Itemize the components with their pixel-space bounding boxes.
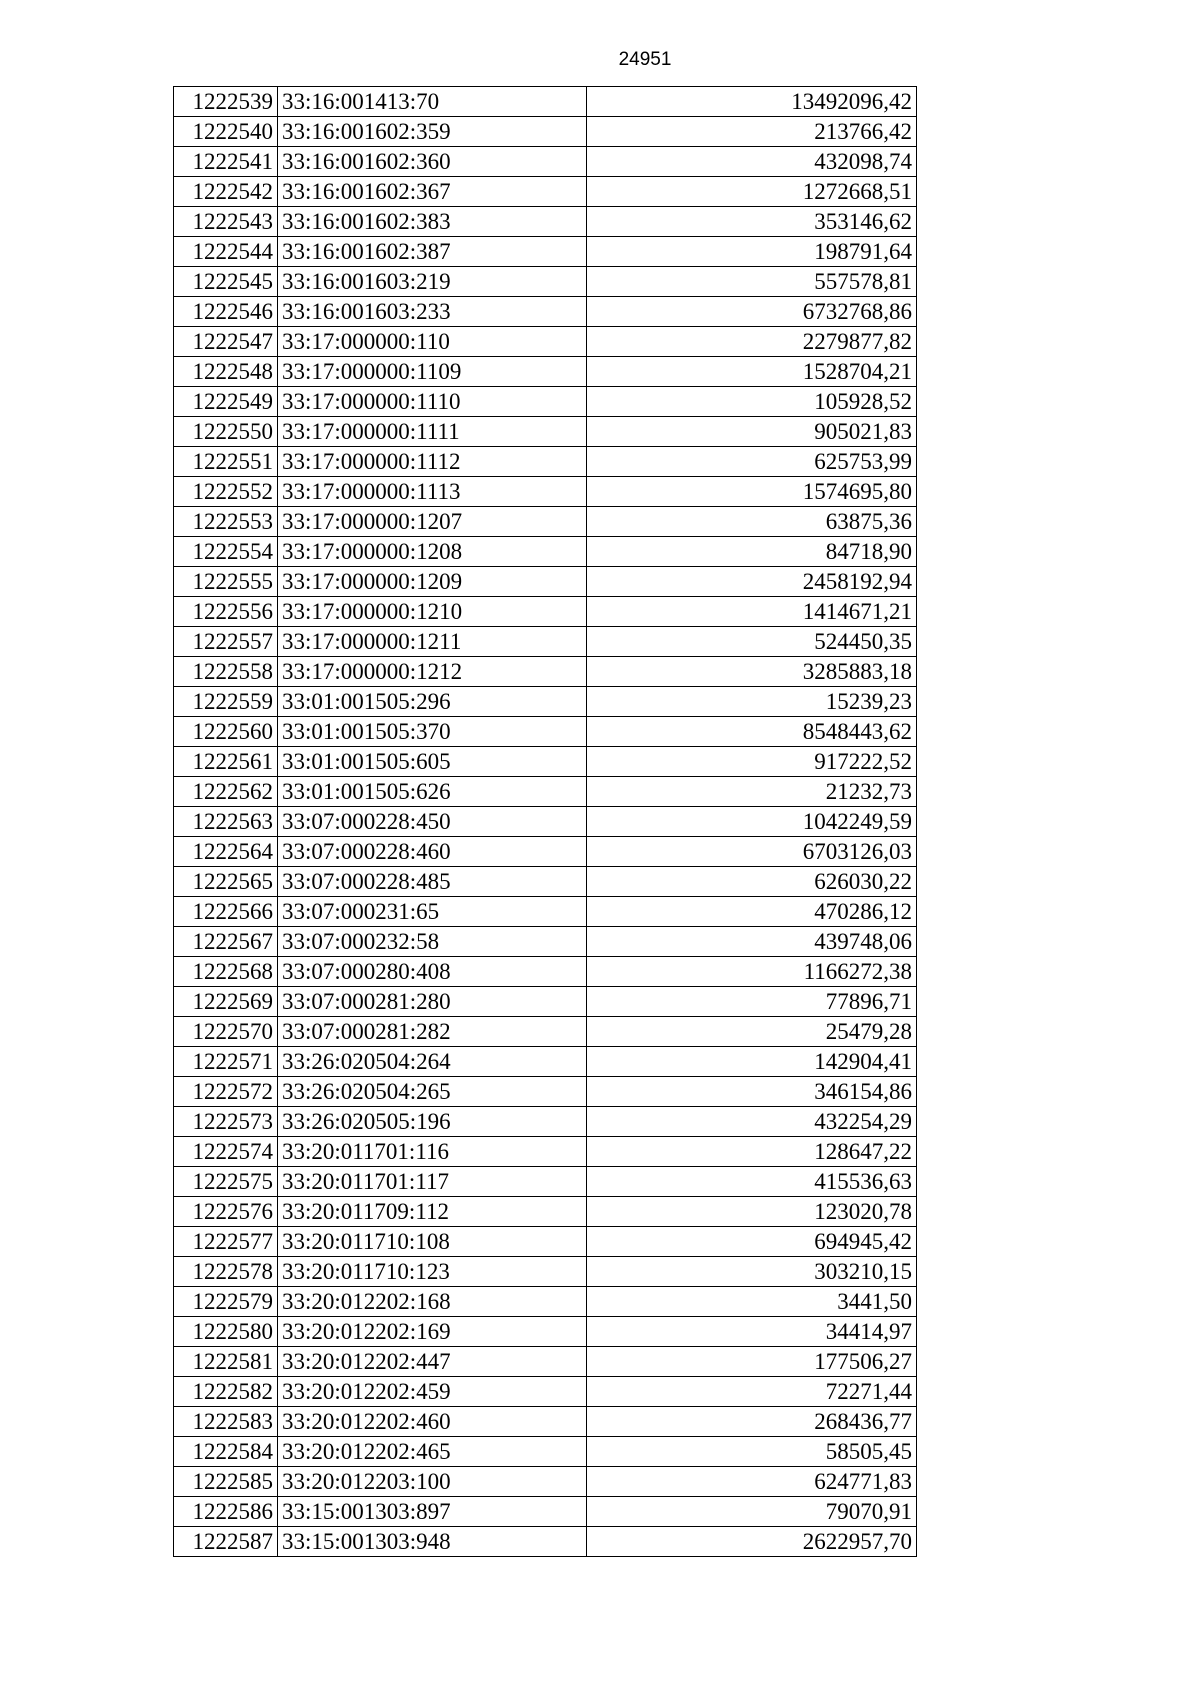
row-id-cell: 1222567 xyxy=(174,927,278,957)
cadastral-number-cell: 33:20:012203:100 xyxy=(278,1467,587,1497)
value-cell: 79070,91 xyxy=(587,1497,917,1527)
table-row xyxy=(174,267,917,297)
table-row xyxy=(174,747,917,777)
data-table-body xyxy=(174,87,917,1557)
table-row xyxy=(174,777,917,807)
cadastral-number-cell: 33:20:011701:117 xyxy=(278,1167,587,1197)
cadastral-number-cell: 33:26:020504:265 xyxy=(278,1077,587,1107)
row-id-cell: 1222570 xyxy=(174,1017,278,1047)
table-row xyxy=(174,1287,917,1317)
table-row xyxy=(174,237,917,267)
value-cell: 346154,86 xyxy=(587,1077,917,1107)
cadastral-number-cell: 33:20:012202:460 xyxy=(278,1407,587,1437)
value-cell: 123020,78 xyxy=(587,1197,917,1227)
value-cell: 2279877,82 xyxy=(587,327,917,357)
table-row xyxy=(174,867,917,897)
value-cell: 353146,62 xyxy=(587,207,917,237)
value-cell: 917222,52 xyxy=(587,747,917,777)
value-cell: 1272668,51 xyxy=(587,177,917,207)
table-row xyxy=(174,1377,917,1407)
row-id-cell: 1222571 xyxy=(174,1047,278,1077)
table-row xyxy=(174,1257,917,1287)
row-id-cell: 1222549 xyxy=(174,387,278,417)
row-id-cell: 1222572 xyxy=(174,1077,278,1107)
cadastral-number-cell: 33:17:000000:1210 xyxy=(278,597,587,627)
row-id-cell: 1222565 xyxy=(174,867,278,897)
value-cell: 63875,36 xyxy=(587,507,917,537)
row-id-cell: 1222586 xyxy=(174,1497,278,1527)
cadastral-number-cell: 33:07:000281:282 xyxy=(278,1017,587,1047)
value-cell: 105928,52 xyxy=(587,387,917,417)
value-cell: 77896,71 xyxy=(587,987,917,1017)
row-id-cell: 1222539 xyxy=(174,87,278,117)
cadastral-number-cell: 33:17:000000:1211 xyxy=(278,627,587,657)
cadastral-number-cell: 33:20:011701:116 xyxy=(278,1137,587,1167)
row-id-cell: 1222584 xyxy=(174,1437,278,1467)
row-id-cell: 1222559 xyxy=(174,687,278,717)
data-table xyxy=(173,86,917,1557)
row-id-cell: 1222561 xyxy=(174,747,278,777)
cadastral-number-cell: 33:16:001413:70 xyxy=(278,87,587,117)
cadastral-number-cell: 33:20:011710:123 xyxy=(278,1257,587,1287)
cadastral-number-cell: 33:15:001303:948 xyxy=(278,1527,587,1557)
cadastral-number-cell: 33:17:000000:1109 xyxy=(278,357,587,387)
table-row xyxy=(174,87,917,117)
cadastral-number-cell: 33:20:012202:168 xyxy=(278,1287,587,1317)
table-row xyxy=(174,297,917,327)
row-id-cell: 1222579 xyxy=(174,1287,278,1317)
row-id-cell: 1222574 xyxy=(174,1137,278,1167)
cadastral-number-cell: 33:17:000000:1212 xyxy=(278,657,587,687)
cadastral-number-cell: 33:26:020504:264 xyxy=(278,1047,587,1077)
row-id-cell: 1222553 xyxy=(174,507,278,537)
value-cell: 3441,50 xyxy=(587,1287,917,1317)
value-cell: 58505,45 xyxy=(587,1437,917,1467)
value-cell: 524450,35 xyxy=(587,627,917,657)
cadastral-number-cell: 33:17:000000:110 xyxy=(278,327,587,357)
table-row xyxy=(174,177,917,207)
row-id-cell: 1222541 xyxy=(174,147,278,177)
page-number: 24951 xyxy=(618,49,672,70)
table-row xyxy=(174,1077,917,1107)
table-row xyxy=(174,447,917,477)
value-cell: 268436,77 xyxy=(587,1407,917,1437)
cadastral-number-cell: 33:07:000281:280 xyxy=(278,987,587,1017)
row-id-cell: 1222540 xyxy=(174,117,278,147)
cadastral-number-cell: 33:16:001603:233 xyxy=(278,297,587,327)
value-cell: 21232,73 xyxy=(587,777,917,807)
cadastral-number-cell: 33:20:012202:459 xyxy=(278,1377,587,1407)
row-id-cell: 1222546 xyxy=(174,297,278,327)
table-row xyxy=(174,537,917,567)
row-id-cell: 1222569 xyxy=(174,987,278,1017)
row-id-cell: 1222583 xyxy=(174,1407,278,1437)
row-id-cell: 1222554 xyxy=(174,537,278,567)
value-cell: 415536,63 xyxy=(587,1167,917,1197)
table-row xyxy=(174,1347,917,1377)
cadastral-number-cell: 33:16:001602:359 xyxy=(278,117,587,147)
value-cell: 72271,44 xyxy=(587,1377,917,1407)
table-row xyxy=(174,417,917,447)
cadastral-number-cell: 33:20:011709:112 xyxy=(278,1197,587,1227)
cadastral-number-cell: 33:16:001603:219 xyxy=(278,267,587,297)
cadastral-number-cell: 33:20:012202:169 xyxy=(278,1317,587,1347)
table-row xyxy=(174,1437,917,1467)
table-row xyxy=(174,477,917,507)
cadastral-number-cell: 33:01:001505:370 xyxy=(278,717,587,747)
table-row xyxy=(174,1527,917,1557)
cadastral-number-cell: 33:15:001303:897 xyxy=(278,1497,587,1527)
row-id-cell: 1222548 xyxy=(174,357,278,387)
value-cell: 177506,27 xyxy=(587,1347,917,1377)
value-cell: 8548443,62 xyxy=(587,717,917,747)
cadastral-number-cell: 33:17:000000:1208 xyxy=(278,537,587,567)
cadastral-number-cell: 33:16:001602:387 xyxy=(278,237,587,267)
table-row xyxy=(174,147,917,177)
data-table-container xyxy=(173,86,917,1557)
value-cell: 626030,22 xyxy=(587,867,917,897)
value-cell: 625753,99 xyxy=(587,447,917,477)
row-id-cell: 1222562 xyxy=(174,777,278,807)
row-id-cell: 1222573 xyxy=(174,1107,278,1137)
value-cell: 1414671,21 xyxy=(587,597,917,627)
table-row xyxy=(174,1227,917,1257)
row-id-cell: 1222563 xyxy=(174,807,278,837)
table-row xyxy=(174,717,917,747)
table-row xyxy=(174,387,917,417)
row-id-cell: 1222564 xyxy=(174,837,278,867)
row-id-cell: 1222557 xyxy=(174,627,278,657)
value-cell: 2622957,70 xyxy=(587,1527,917,1557)
row-id-cell: 1222560 xyxy=(174,717,278,747)
cadastral-number-cell: 33:01:001505:626 xyxy=(278,777,587,807)
cadastral-number-cell: 33:20:011710:108 xyxy=(278,1227,587,1257)
value-cell: 25479,28 xyxy=(587,1017,917,1047)
table-row xyxy=(174,657,917,687)
value-cell: 198791,64 xyxy=(587,237,917,267)
cadastral-number-cell: 33:16:001602:383 xyxy=(278,207,587,237)
value-cell: 439748,06 xyxy=(587,927,917,957)
cadastral-number-cell: 33:17:000000:1111 xyxy=(278,417,587,447)
cadastral-number-cell: 33:16:001602:367 xyxy=(278,177,587,207)
value-cell: 3285883,18 xyxy=(587,657,917,687)
value-cell: 15239,23 xyxy=(587,687,917,717)
table-row xyxy=(174,1017,917,1047)
cadastral-number-cell: 33:07:000231:65 xyxy=(278,897,587,927)
cadastral-number-cell: 33:07:000280:408 xyxy=(278,957,587,987)
value-cell: 905021,83 xyxy=(587,417,917,447)
row-id-cell: 1222547 xyxy=(174,327,278,357)
value-cell: 13492096,42 xyxy=(587,87,917,117)
row-id-cell: 1222556 xyxy=(174,597,278,627)
row-id-cell: 1222545 xyxy=(174,267,278,297)
table-row xyxy=(174,327,917,357)
value-cell: 6703126,03 xyxy=(587,837,917,867)
value-cell: 694945,42 xyxy=(587,1227,917,1257)
row-id-cell: 1222568 xyxy=(174,957,278,987)
table-row xyxy=(174,507,917,537)
row-id-cell: 1222581 xyxy=(174,1347,278,1377)
value-cell: 2458192,94 xyxy=(587,567,917,597)
value-cell: 1042249,59 xyxy=(587,807,917,837)
row-id-cell: 1222542 xyxy=(174,177,278,207)
cadastral-number-cell: 33:07:000232:58 xyxy=(278,927,587,957)
value-cell: 557578,81 xyxy=(587,267,917,297)
cadastral-number-cell: 33:20:012202:447 xyxy=(278,1347,587,1377)
cadastral-number-cell: 33:26:020505:196 xyxy=(278,1107,587,1137)
table-row xyxy=(174,897,917,927)
value-cell: 34414,97 xyxy=(587,1317,917,1347)
table-row xyxy=(174,207,917,237)
row-id-cell: 1222551 xyxy=(174,447,278,477)
row-id-cell: 1222550 xyxy=(174,417,278,447)
table-row xyxy=(174,1497,917,1527)
value-cell: 6732768,86 xyxy=(587,297,917,327)
cadastral-number-cell: 33:01:001505:296 xyxy=(278,687,587,717)
table-row xyxy=(174,687,917,717)
table-row xyxy=(174,1197,917,1227)
cadastral-number-cell: 33:17:000000:1113 xyxy=(278,477,587,507)
table-row xyxy=(174,567,917,597)
cadastral-number-cell: 33:01:001505:605 xyxy=(278,747,587,777)
value-cell: 84718,90 xyxy=(587,537,917,567)
value-cell: 470286,12 xyxy=(587,897,917,927)
value-cell: 1528704,21 xyxy=(587,357,917,387)
table-row xyxy=(174,1047,917,1077)
table-row xyxy=(174,837,917,867)
cadastral-number-cell: 33:16:001602:360 xyxy=(278,147,587,177)
value-cell: 432254,29 xyxy=(587,1107,917,1137)
value-cell: 128647,22 xyxy=(587,1137,917,1167)
row-id-cell: 1222575 xyxy=(174,1167,278,1197)
table-row xyxy=(174,1317,917,1347)
value-cell: 213766,42 xyxy=(587,117,917,147)
row-id-cell: 1222566 xyxy=(174,897,278,927)
row-id-cell: 1222580 xyxy=(174,1317,278,1347)
table-row xyxy=(174,117,917,147)
row-id-cell: 1222543 xyxy=(174,207,278,237)
table-row xyxy=(174,1407,917,1437)
row-id-cell: 1222555 xyxy=(174,567,278,597)
value-cell: 1166272,38 xyxy=(587,957,917,987)
row-id-cell: 1222577 xyxy=(174,1227,278,1257)
cadastral-number-cell: 33:17:000000:1110 xyxy=(278,387,587,417)
row-id-cell: 1222544 xyxy=(174,237,278,267)
value-cell: 142904,41 xyxy=(587,1047,917,1077)
table-row xyxy=(174,1137,917,1167)
table-row xyxy=(174,627,917,657)
table-row xyxy=(174,927,917,957)
table-row xyxy=(174,957,917,987)
row-id-cell: 1222578 xyxy=(174,1257,278,1287)
value-cell: 1574695,80 xyxy=(587,477,917,507)
cadastral-number-cell: 33:07:000228:460 xyxy=(278,837,587,867)
cadastral-number-cell: 33:17:000000:1112 xyxy=(278,447,587,477)
cadastral-number-cell: 33:17:000000:1207 xyxy=(278,507,587,537)
cadastral-number-cell: 33:20:012202:465 xyxy=(278,1437,587,1467)
table-row xyxy=(174,597,917,627)
row-id-cell: 1222576 xyxy=(174,1197,278,1227)
table-row xyxy=(174,357,917,387)
table-row xyxy=(174,1107,917,1137)
value-cell: 432098,74 xyxy=(587,147,917,177)
row-id-cell: 1222582 xyxy=(174,1377,278,1407)
table-row xyxy=(174,1467,917,1497)
row-id-cell: 1222585 xyxy=(174,1467,278,1497)
value-cell: 303210,15 xyxy=(587,1257,917,1287)
row-id-cell: 1222552 xyxy=(174,477,278,507)
row-id-cell: 1222587 xyxy=(174,1527,278,1557)
table-row xyxy=(174,1167,917,1197)
cadastral-number-cell: 33:07:000228:450 xyxy=(278,807,587,837)
table-row xyxy=(174,807,917,837)
table-row xyxy=(174,987,917,1017)
cadastral-number-cell: 33:07:000228:485 xyxy=(278,867,587,897)
value-cell: 624771,83 xyxy=(587,1467,917,1497)
row-id-cell: 1222558 xyxy=(174,657,278,687)
cadastral-number-cell: 33:17:000000:1209 xyxy=(278,567,587,597)
